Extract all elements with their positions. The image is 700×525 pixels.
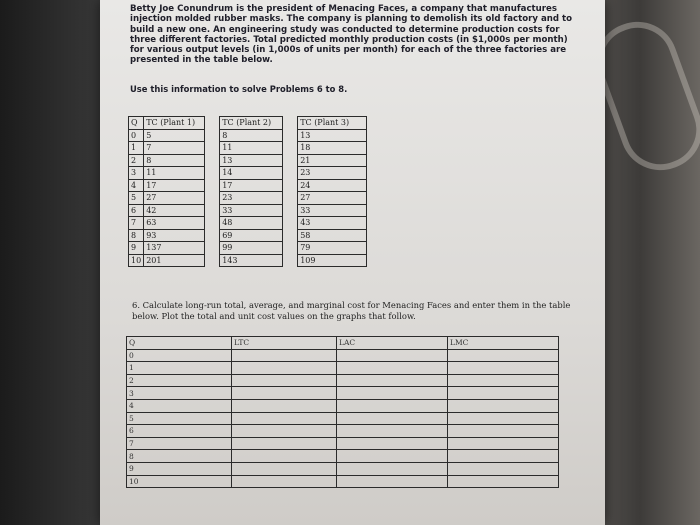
background-left <box>0 0 110 525</box>
answer-blank-cell[interactable] <box>448 374 559 387</box>
answer-blank-cell[interactable] <box>232 374 337 387</box>
answer-header-q: Q <box>127 337 232 350</box>
cost-cell: 33 <box>298 204 367 217</box>
cost-cell: 6 <box>129 204 144 217</box>
answer-table-row <box>127 412 559 425</box>
answer-blank-cell[interactable] <box>337 374 448 387</box>
cost-cell: 24 <box>298 179 367 192</box>
answer-blank-cell[interactable] <box>337 349 448 362</box>
answer-q-cell: 7 <box>127 437 232 450</box>
answer-blank-cell[interactable] <box>337 425 448 438</box>
cost-table-row <box>129 229 367 242</box>
answer-blank-cell[interactable] <box>337 437 448 450</box>
cost-cell: 17 <box>220 179 283 192</box>
answer-header-ltc: LTC <box>232 337 337 350</box>
cost-cell: 7 <box>129 217 144 230</box>
cost-cell: 23 <box>298 167 367 180</box>
cost-cell: 18 <box>298 142 367 155</box>
cost-cell: 9 <box>129 242 144 255</box>
cost-table-row <box>129 179 367 192</box>
cost-cell: 79 <box>298 242 367 255</box>
answer-header-lac: LAC <box>337 337 448 350</box>
cost-cell: 43 <box>298 217 367 230</box>
cost-cell: 17 <box>144 179 205 192</box>
answer-blank-cell[interactable] <box>232 462 337 475</box>
cost-cell: 11 <box>144 167 205 180</box>
answer-q-cell: 9 <box>127 462 232 475</box>
answer-table-row <box>127 399 559 412</box>
cost-header-plant3: TC (Plant 3) <box>298 117 367 130</box>
answer-table-row <box>127 450 559 463</box>
cost-cell: 201 <box>144 254 205 267</box>
cost-table-row <box>129 254 367 267</box>
answer-blank-cell[interactable] <box>337 387 448 400</box>
answer-blank-cell[interactable] <box>337 399 448 412</box>
cost-cell: 143 <box>220 254 283 267</box>
answer-table-row <box>127 462 559 475</box>
answer-header-lmc: LMC <box>448 337 559 350</box>
cost-header-plant1: TC (Plant 1) <box>144 117 205 130</box>
answer-q-cell: 5 <box>127 412 232 425</box>
answer-q-cell: 8 <box>127 450 232 463</box>
cost-cell: 2 <box>129 154 144 167</box>
answer-blank-cell[interactable] <box>448 362 559 375</box>
answer-q-cell: 2 <box>127 374 232 387</box>
cost-cell: 8 <box>129 229 144 242</box>
cost-cell: 42 <box>144 204 205 217</box>
answer-table <box>126 336 559 488</box>
answer-blank-cell[interactable] <box>448 387 559 400</box>
answer-blank-cell[interactable] <box>448 399 559 412</box>
answer-blank-cell[interactable] <box>232 349 337 362</box>
answer-table-row <box>127 475 559 488</box>
cost-table-row <box>129 154 367 167</box>
answer-q-cell: 10 <box>127 475 232 488</box>
answer-blank-cell[interactable] <box>232 412 337 425</box>
answer-q-cell: 4 <box>127 399 232 412</box>
answer-q-cell: 1 <box>127 362 232 375</box>
answer-blank-cell[interactable] <box>232 475 337 488</box>
answer-blank-cell[interactable] <box>448 462 559 475</box>
cost-cell: 27 <box>298 192 367 205</box>
cost-header-plant2: TC (Plant 2) <box>220 117 283 130</box>
cost-cell: 3 <box>129 167 144 180</box>
cost-cell: 109 <box>298 254 367 267</box>
answer-blank-cell[interactable] <box>337 362 448 375</box>
answer-blank-cell[interactable] <box>337 475 448 488</box>
answer-blank-cell[interactable] <box>232 399 337 412</box>
cost-cell: 8 <box>220 129 283 142</box>
answer-blank-cell[interactable] <box>232 362 337 375</box>
worksheet-page <box>100 0 605 525</box>
cost-cell: 13 <box>298 129 367 142</box>
cost-cell: 5 <box>129 192 144 205</box>
answer-q-cell: 0 <box>127 349 232 362</box>
cost-cell: 5 <box>144 129 205 142</box>
answer-blank-cell[interactable] <box>232 425 337 438</box>
answer-q-cell: 6 <box>127 425 232 438</box>
cost-table-row <box>129 129 367 142</box>
question-6: 6. Calculate long-run total, average, and marginal cost for Menacing Faces and enter them in the table below. Plot the total and unit cost values on the graphs that follow. <box>132 300 571 321</box>
answer-blank-cell[interactable] <box>448 412 559 425</box>
answer-table-row <box>127 362 559 375</box>
cost-table-row <box>129 167 367 180</box>
answer-blank-cell[interactable] <box>448 475 559 488</box>
cost-cell: 8 <box>144 154 205 167</box>
cost-cell: 1 <box>129 142 144 155</box>
answer-blank-cell[interactable] <box>337 462 448 475</box>
answer-table-row <box>127 387 559 400</box>
cost-table <box>128 116 367 267</box>
answer-blank-cell[interactable] <box>448 425 559 438</box>
cost-cell: 58 <box>298 229 367 242</box>
answer-table-row <box>127 425 559 438</box>
cost-table-header <box>129 117 367 130</box>
cost-cell: 10 <box>129 254 144 267</box>
answer-blank-cell[interactable] <box>448 437 559 450</box>
answer-blank-cell[interactable] <box>337 450 448 463</box>
cost-table-row <box>129 217 367 230</box>
cost-cell: 21 <box>298 154 367 167</box>
cost-cell: 63 <box>144 217 205 230</box>
cost-cell: 7 <box>144 142 205 155</box>
cost-header-q: Q <box>129 117 144 130</box>
answer-blank-cell[interactable] <box>232 437 337 450</box>
answer-blank-cell[interactable] <box>448 450 559 463</box>
cost-cell: 137 <box>144 242 205 255</box>
answer-blank-cell[interactable] <box>337 412 448 425</box>
answer-table-header <box>127 337 559 350</box>
problem-instruction: Use this information to solve Problems 6 to 8. <box>130 84 348 94</box>
cost-cell: 13 <box>220 154 283 167</box>
cost-cell: 23 <box>220 192 283 205</box>
answer-blank-cell[interactable] <box>232 387 337 400</box>
cost-cell: 27 <box>144 192 205 205</box>
answer-table-row <box>127 374 559 387</box>
cost-cell: 14 <box>220 167 283 180</box>
answer-table-row <box>127 437 559 450</box>
problem-intro: Betty Joe Conundrum is the president of Menacing Faces, a company that manufactures injection molded rubber masks. The company is planning to demolish its old factory and to build a new one. An engineering study was conducted to determine production costs for three different factories. Total predicted monthly production costs (in $1,000s per month) for various output levels (in 1,000s of units per month) for each of the three factories are presented in the table below. <box>130 4 573 66</box>
cost-cell: 4 <box>129 179 144 192</box>
cost-cell: 0 <box>129 129 144 142</box>
answer-q-cell: 3 <box>127 387 232 400</box>
cost-cell: 48 <box>220 217 283 230</box>
cost-cell: 93 <box>144 229 205 242</box>
cost-cell: 99 <box>220 242 283 255</box>
cost-cell: 11 <box>220 142 283 155</box>
cost-table-row <box>129 204 367 217</box>
answer-blank-cell[interactable] <box>448 349 559 362</box>
cost-cell: 69 <box>220 229 283 242</box>
cost-cell: 33 <box>220 204 283 217</box>
cost-table-row <box>129 242 367 255</box>
cost-table-row <box>129 192 367 205</box>
answer-table-row <box>127 349 559 362</box>
answer-blank-cell[interactable] <box>232 450 337 463</box>
cost-table-row <box>129 142 367 155</box>
